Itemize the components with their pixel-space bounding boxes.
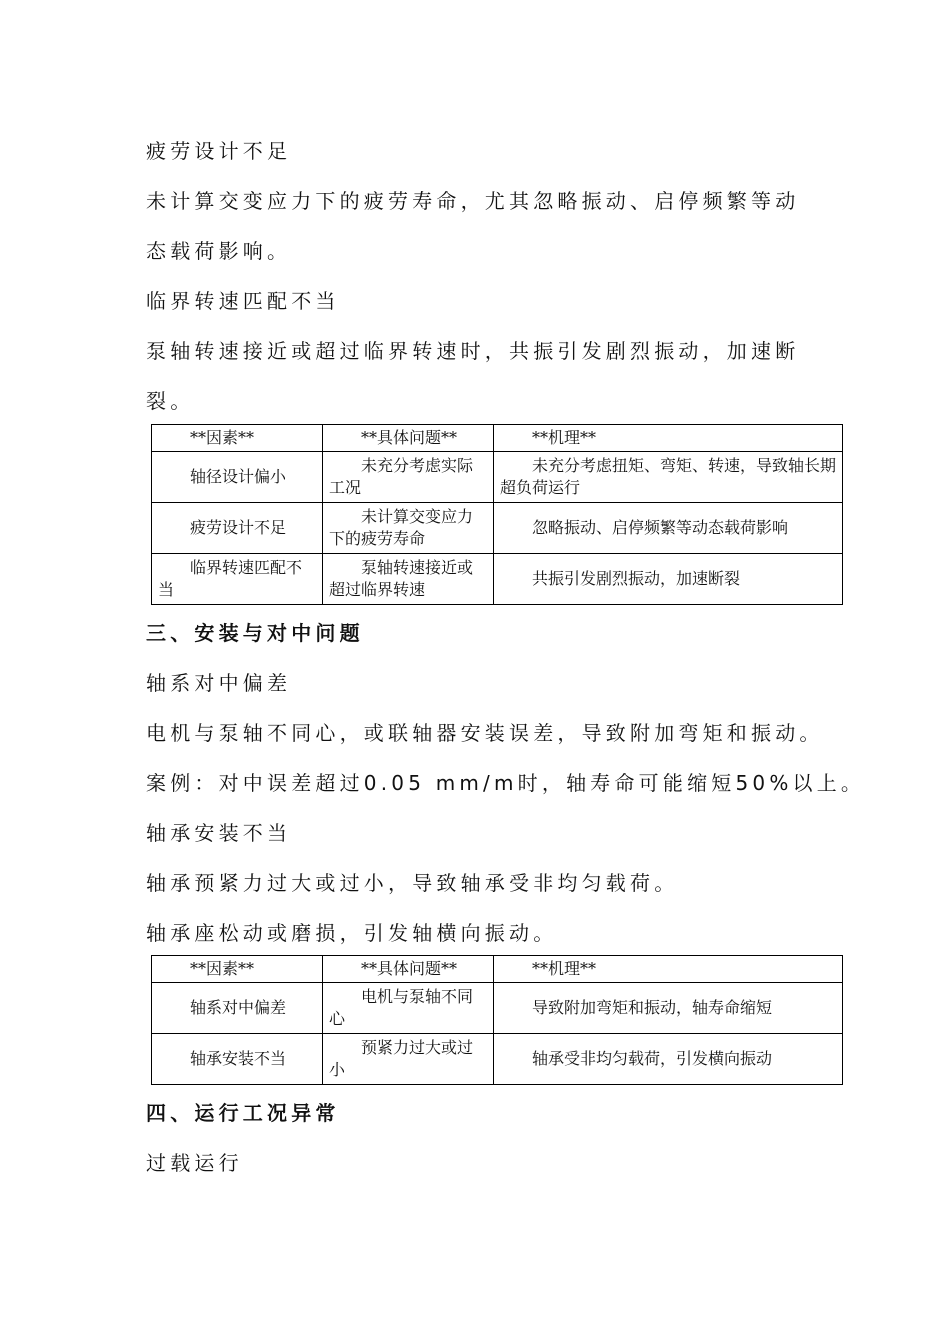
table-header-cell: **具体问题** <box>323 956 494 983</box>
table-cell: 导致附加弯矩和振动，轴寿命缩短 <box>494 983 843 1034</box>
table-row <box>152 503 843 554</box>
table-row <box>152 1034 843 1085</box>
table-row <box>152 554 843 605</box>
table-cell: 疲劳设计不足 <box>152 503 323 554</box>
table-header-row <box>152 956 843 983</box>
paragraph-line: 态载荷影响。 <box>146 239 292 263</box>
paragraph-line: 电机与泵轴不同心，或联轴器安装误差，导致附加弯矩和振动。 <box>146 721 824 745</box>
installation-factors-table <box>151 955 843 1085</box>
table-cell: 轴径设计偏小 <box>152 452 323 503</box>
paragraph-line: 轴承座松动或磨损，引发轴横向振动。 <box>146 921 558 945</box>
table-header-cell: **因素** <box>152 425 323 452</box>
table-cell: 电机与泵轴不同心 <box>323 983 494 1034</box>
table-cell: 忽略振动、启停频繁等动态载荷影响 <box>494 503 843 554</box>
paragraph-line: 未计算交变应力下的疲劳寿命，尤其忽略振动、启停频繁等动 <box>146 189 800 213</box>
design-factors-table <box>151 424 843 605</box>
table-row <box>152 983 843 1034</box>
table-cell: 轴承受非均匀载荷，引发横向振动 <box>494 1034 843 1085</box>
section-heading-installation: 三、安装与对中问题 <box>146 621 364 645</box>
subheading-bearing-install: 轴承安装不当 <box>146 821 292 845</box>
table-cell: 轴承安装不当 <box>152 1034 323 1085</box>
table-cell: 轴系对中偏差 <box>152 983 323 1034</box>
subheading-alignment: 轴系对中偏差 <box>146 671 292 695</box>
subheading-overload: 过载运行 <box>146 1151 243 1175</box>
table-cell: 泵轴转速接近或超过临界转速 <box>323 554 494 605</box>
paragraph-line: 泵轴转速接近或超过临界转速时，共振引发剧烈振动，加速断 <box>146 339 800 363</box>
table-header-cell: **机理** <box>494 425 843 452</box>
table-header-cell: **因素** <box>152 956 323 983</box>
section-heading-operation: 四、运行工况异常 <box>146 1101 340 1125</box>
table-cell: 未充分考虑实际工况 <box>323 452 494 503</box>
table-cell: 未计算交变应力下的疲劳寿命 <box>323 503 494 554</box>
paragraph-line: 轴承预紧力过大或过小，导致轴承受非均匀载荷。 <box>146 871 679 895</box>
case-example-line: 案例：对中误差超过0.05 mm/m时，轴寿命可能缩短50%以上。 <box>146 771 866 795</box>
table-row <box>152 452 843 503</box>
table-header-row <box>152 425 843 452</box>
table-header-cell: **机理** <box>494 956 843 983</box>
subheading-fatigue-design: 疲劳设计不足 <box>146 139 292 163</box>
table-cell: 未充分考虑扭矩、弯矩、转速，导致轴长期超负荷运行 <box>494 452 843 503</box>
table-cell: 共振引发剧烈振动，加速断裂 <box>494 554 843 605</box>
table-header-cell: **具体问题** <box>323 425 494 452</box>
subheading-critical-speed: 临界转速匹配不当 <box>146 289 340 313</box>
table-cell: 预紧力过大或过小 <box>323 1034 494 1085</box>
paragraph-line: 裂。 <box>146 389 195 413</box>
table-cell: 临界转速匹配不当 <box>152 554 323 605</box>
